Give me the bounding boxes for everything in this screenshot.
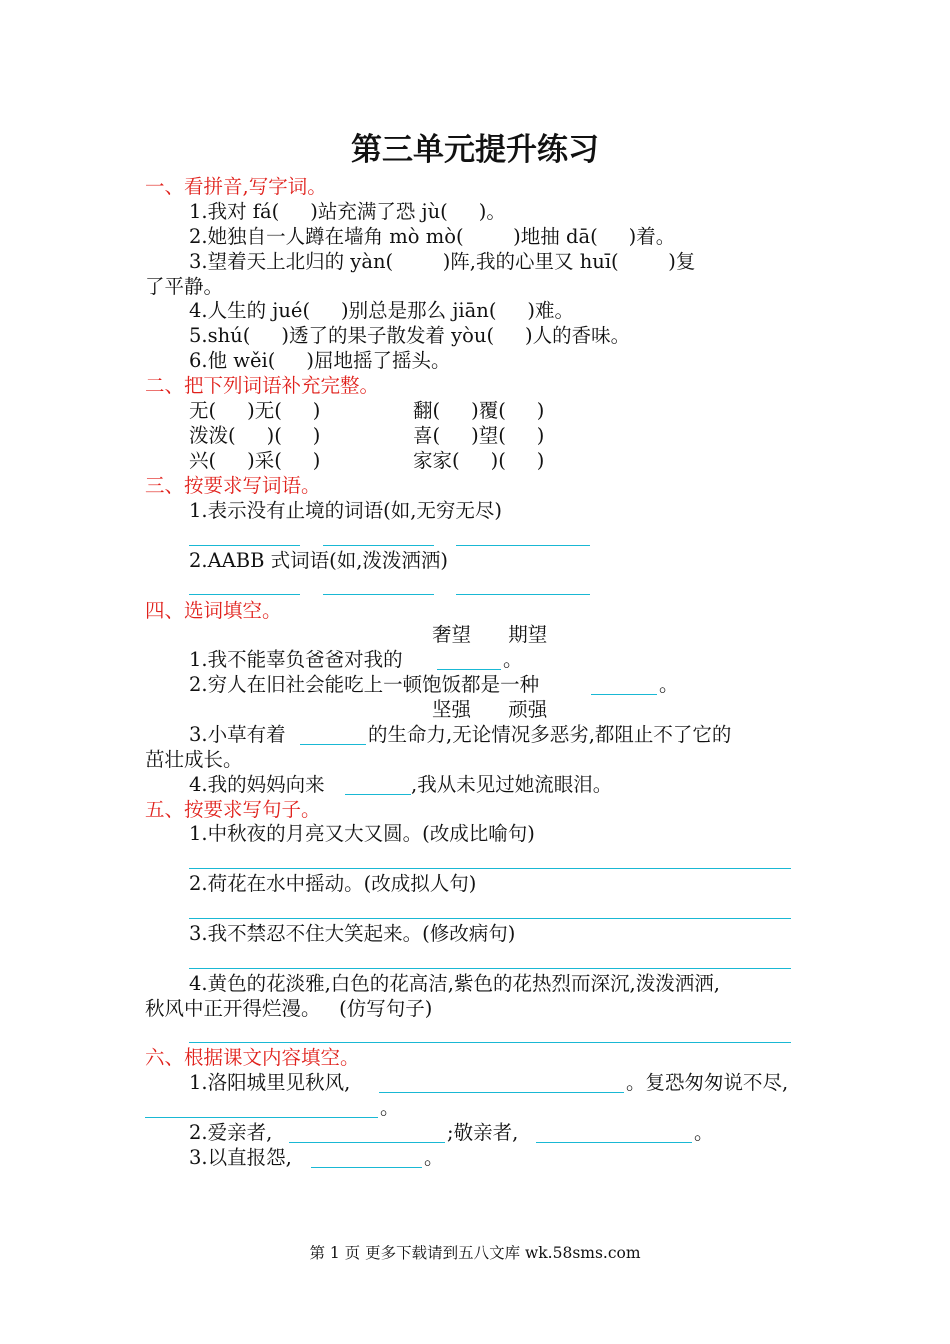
section-1-heading: 一、看拼音,写字词。: [145, 175, 327, 198]
s1-line-2: 2.她独自一人蹲在墙角 mò mò( )地抽 dā( )着。: [189, 225, 676, 248]
s1-line-4: 4.人生的 jué( )别总是那么 jiān( )难。: [189, 299, 575, 322]
s6-q1-cont: 。复恐匆匆说不尽,: [626, 1071, 789, 1094]
fill-blank-line[interactable]: [345, 794, 411, 795]
s4-word-options-1: 奢望 期望: [432, 623, 548, 646]
s3-question-1: 1.表示没有止境的词语(如,无穷无尽): [189, 499, 503, 522]
s6-q3-text: 3.以直报怨,: [189, 1146, 292, 1169]
answer-line[interactable]: [456, 545, 590, 546]
fill-blank-line[interactable]: [311, 1167, 422, 1168]
section-6-heading: 六、根据课文内容填空。: [145, 1046, 360, 1069]
answer-line[interactable]: [456, 594, 590, 595]
fill-blank-line[interactable]: [289, 1142, 445, 1143]
fill-blank-line[interactable]: [300, 744, 366, 745]
s3-question-2: 2.AABB 式词语(如,泼泼洒洒): [189, 549, 449, 572]
s6-q2-cont: ;敬亲者,: [447, 1121, 519, 1144]
s6-q1-text: 1.洛阳城里见秋风,: [189, 1071, 351, 1094]
s2-row-1-a: 无( )无( ): [189, 399, 321, 422]
s5-question-3: 3.我不禁忍不住大笑起来。(修改病句): [189, 922, 516, 945]
fill-blank-line[interactable]: [437, 669, 501, 670]
page-title: 第三单元提升练习: [351, 132, 599, 168]
section-2-heading: 二、把下列词语补充完整。: [145, 374, 380, 397]
s1-line-3a: 3.望着天上北归的 yàn( )阵,我的心里又 huī( )复: [189, 250, 696, 273]
s4-q4-text: 4.我的妈妈向来: [189, 773, 325, 796]
s4-q1-end: 。: [503, 648, 523, 671]
s2-row-3-b: 家家( )( ): [413, 449, 545, 472]
s6-q3-end: 。: [424, 1146, 444, 1169]
s1-line-6: 6.他 wěi( )屈地摇了摇头。: [189, 349, 451, 372]
s1-line-5: 5.shú( )透了的果子散发着 yòu( )人的香味。: [189, 324, 631, 347]
s5-question-1: 1.中秋夜的月亮又大又圆。(改成比喻句): [189, 822, 535, 845]
s4-q4-end: ,我从未见过她流眼泪。: [411, 773, 613, 796]
fill-blank-line[interactable]: [591, 694, 657, 695]
s4-q1-text: 1.我不能辜负爸爸对我的: [189, 648, 403, 671]
fill-blank-line[interactable]: [379, 1092, 624, 1093]
answer-line[interactable]: [189, 594, 300, 595]
s4-q3-end: 茁壮成长。: [145, 748, 243, 771]
answer-line[interactable]: [189, 968, 791, 969]
answer-line[interactable]: [189, 868, 791, 869]
s4-q3-cont: 的生命力,无论情况多恶劣,都阻止不了它的: [368, 723, 732, 746]
section-3-heading: 三、按要求写词语。: [145, 474, 321, 497]
answer-line[interactable]: [189, 918, 791, 919]
s1-line-3b: 了平静。: [145, 275, 224, 298]
page-footer: 第 1 页 更多下载请到五八文库 wk.58sms.com: [309, 1244, 641, 1262]
fill-blank-line[interactable]: [536, 1142, 692, 1143]
s5-question-2: 2.荷花在水中摇动。(改成拟人句): [189, 872, 477, 895]
s6-q2-text: 2.爱亲者,: [189, 1121, 273, 1144]
s4-q2-end: 。: [659, 673, 679, 696]
s5-question-4: 4.黄色的花淡雅,白色的花高洁,紫色的花热烈而深沉,泼泼洒洒,: [189, 972, 720, 995]
s4-word-options-2: 坚强 顽强: [432, 698, 548, 721]
section-5-heading: 五、按要求写句子。: [145, 798, 321, 821]
s2-row-2-a: 泼泼( )( ): [189, 424, 321, 447]
answer-line[interactable]: [323, 545, 434, 546]
answer-line[interactable]: [189, 1042, 791, 1043]
fill-blank-line[interactable]: [145, 1117, 378, 1118]
s2-row-3-a: 兴( )采( ): [189, 449, 321, 472]
s4-q3-text: 3.小草有着: [189, 723, 286, 746]
s5-question-4-cont: 秋风中正开得烂漫。 (仿写句子): [145, 997, 433, 1020]
section-4-heading: 四、选词填空。: [145, 599, 282, 622]
s6-q1-end: 。: [380, 1096, 400, 1119]
s2-row-2-b: 喜( )望( ): [413, 424, 545, 447]
answer-line[interactable]: [323, 594, 434, 595]
s4-q2-text: 2.穷人在旧社会能吃上一顿饱饭都是一种: [189, 673, 540, 696]
answer-line[interactable]: [189, 545, 300, 546]
s2-row-1-b: 翻( )覆( ): [413, 399, 545, 422]
s1-line-1: 1.我对 fá( )站充满了恐 jù( )。: [189, 200, 506, 223]
s6-q2-end: 。: [694, 1121, 714, 1144]
